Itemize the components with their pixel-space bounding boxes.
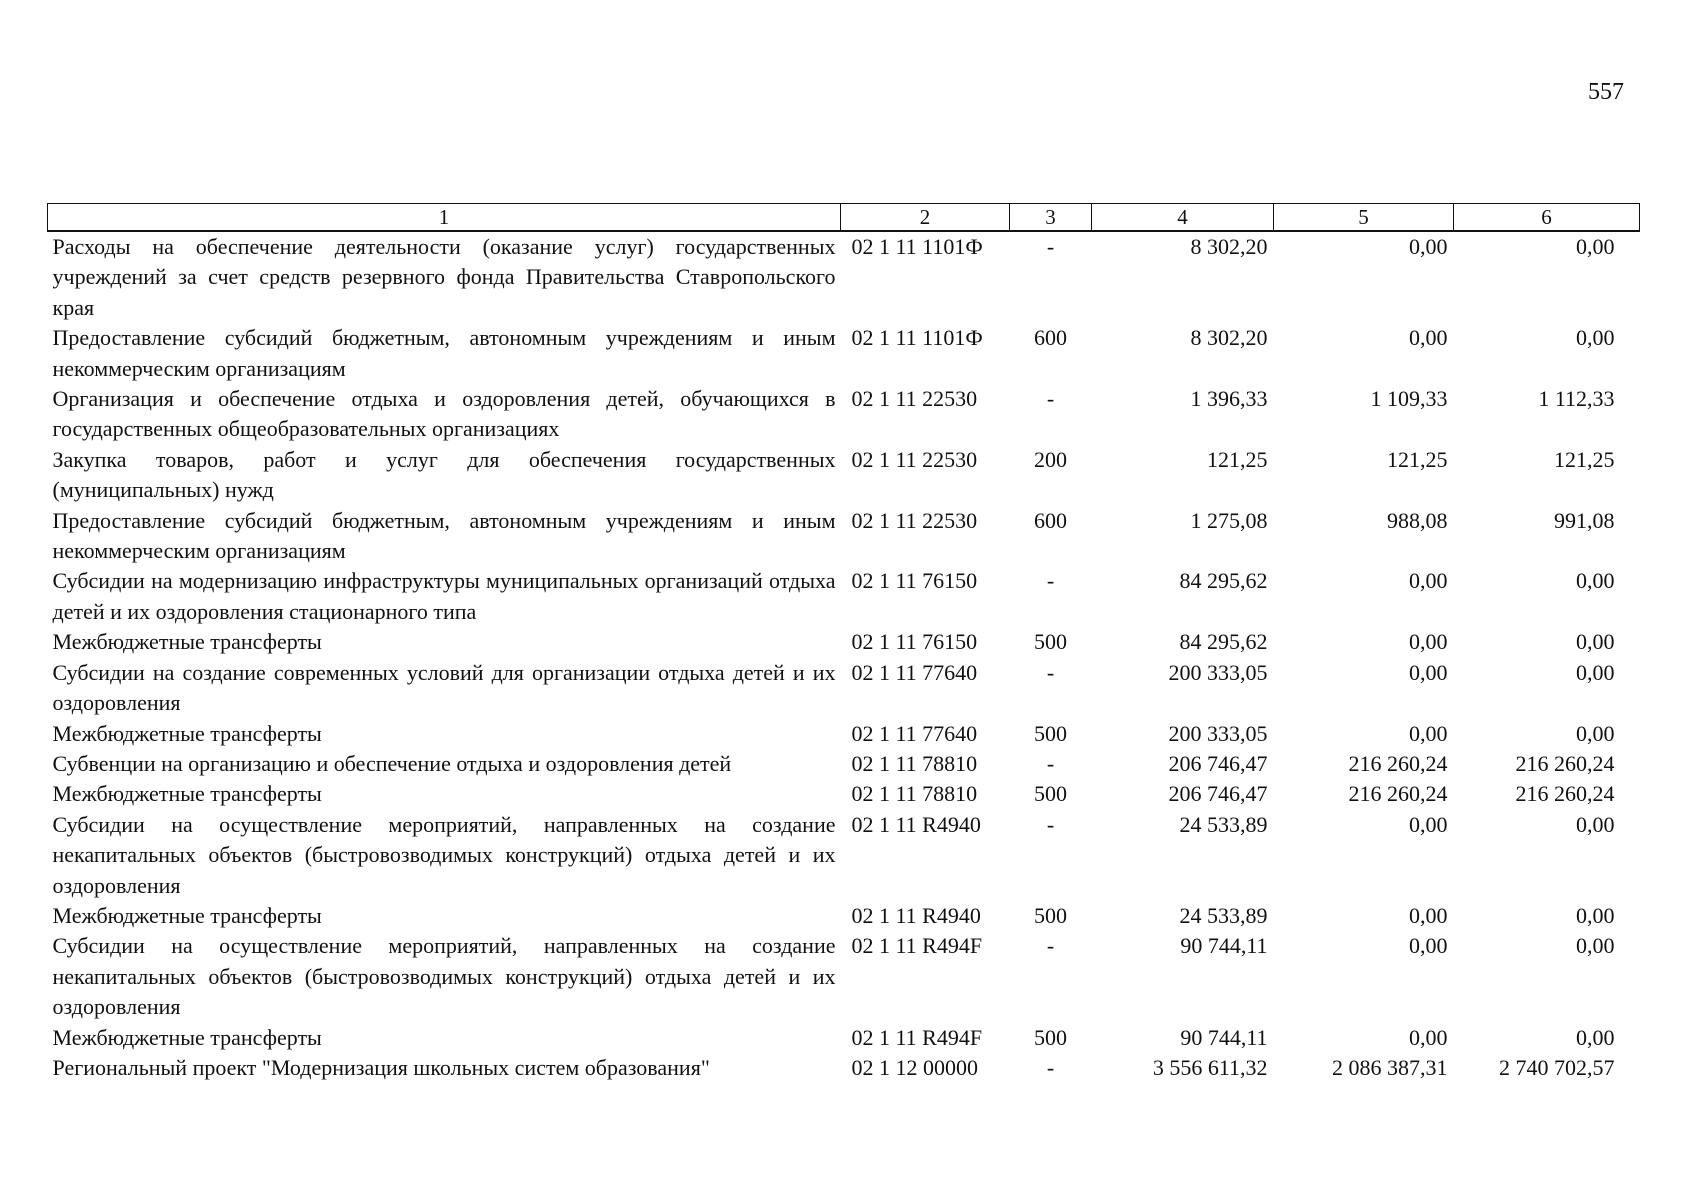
table-header xyxy=(48,204,1640,232)
amount-col-5: 2 086 387,31 xyxy=(1332,1054,1448,1080)
amount-col-6: 0,00 xyxy=(1576,659,1615,685)
amount-col-5: 0,00 xyxy=(1409,1024,1448,1050)
amount-col-5: 0,00 xyxy=(1409,659,1448,685)
expense-type-code: 500 xyxy=(1034,781,1067,807)
target-article-code: 02 1 11 22530 xyxy=(851,446,978,472)
row-description: Организация и обеспечение отдыха и оздоровления детей, обучающихся в государственных общеобразовательных организациях xyxy=(52,386,836,442)
expense-type-code: - xyxy=(1046,933,1055,959)
amount-col-4: 200 333,05 xyxy=(1168,659,1268,685)
expense-type-code: 500 xyxy=(1034,720,1067,746)
amount-col-6: 0,00 xyxy=(1576,629,1615,655)
amount-col-5: 121,25 xyxy=(1387,446,1448,472)
target-article-code: 02 1 11 R494F xyxy=(851,933,983,959)
row-description: Предоставление субсидий бюджетным, автономным учреждениям и иным некоммерческим организациям xyxy=(52,325,836,381)
table-row xyxy=(48,749,1640,779)
table-row xyxy=(48,627,1640,657)
table-row xyxy=(48,384,1640,445)
table-row xyxy=(48,931,1640,1022)
column-header: 3 xyxy=(1010,204,1092,232)
column-header: 5 xyxy=(1274,204,1454,232)
row-description: Закупка товаров, работ и услуг для обеспечения государственных (муниципальных) нужд xyxy=(52,446,836,503)
amount-col-5: 0,00 xyxy=(1409,933,1448,959)
target-article-code: 02 1 11 1101Ф xyxy=(851,325,983,351)
target-article-code: 02 1 11 1101Ф xyxy=(851,234,983,259)
table-row xyxy=(48,779,1640,809)
amount-col-4: 90 744,11 xyxy=(1180,933,1268,959)
amount-col-4: 24 533,89 xyxy=(1179,811,1268,837)
amount-col-6: 2 740 702,57 xyxy=(1499,1054,1615,1080)
header-row xyxy=(48,204,1640,232)
target-article-code: 02 1 11 R4940 xyxy=(851,902,981,928)
target-article-code: 02 1 11 78810 xyxy=(851,750,978,776)
row-description: Межбюджетные трансферты xyxy=(52,629,322,655)
amount-col-5: 0,00 xyxy=(1409,902,1448,928)
expense-type-code: 500 xyxy=(1034,629,1067,655)
amount-col-4: 206 746,47 xyxy=(1168,781,1268,807)
expense-type-code: - xyxy=(1046,1054,1055,1080)
amount-col-6: 0,00 xyxy=(1576,1024,1615,1050)
amount-col-6: 216 260,24 xyxy=(1515,750,1615,776)
amount-col-5: 988,08 xyxy=(1387,507,1448,533)
table-row xyxy=(48,506,1640,567)
table-row xyxy=(48,445,1640,506)
amount-col-4: 206 746,47 xyxy=(1168,750,1268,776)
expense-type-code: 600 xyxy=(1034,507,1067,533)
column-header: 1 xyxy=(48,204,841,232)
target-article-code: 02 1 11 R494F xyxy=(851,1024,983,1050)
amount-col-6: 0,00 xyxy=(1576,325,1615,351)
target-article-code: 02 1 11 76150 xyxy=(851,568,978,594)
amount-col-4: 90 744,11 xyxy=(1180,1024,1268,1050)
table-row xyxy=(48,231,1640,323)
table-body xyxy=(48,231,1640,1083)
amount-col-4: 84 295,62 xyxy=(1179,629,1268,655)
row-description: Субсидии на осуществление мероприятий, направленных на создание некапитальных объектов (быстровозводимых конструкций) отдыха детей и их оздоровления xyxy=(52,933,836,1020)
amount-col-4: 1 275,08 xyxy=(1190,507,1268,533)
amount-col-4: 3 556 611,32 xyxy=(1152,1054,1268,1080)
amount-col-5: 0,00 xyxy=(1409,325,1448,351)
amount-col-5: 0,00 xyxy=(1409,568,1448,594)
row-description: Межбюджетные трансферты xyxy=(52,720,322,746)
amount-col-6: 0,00 xyxy=(1576,568,1615,594)
target-article-code: 02 1 12 00000 xyxy=(851,1054,978,1080)
amount-col-6: 0,00 xyxy=(1576,811,1615,837)
table-row xyxy=(48,810,1640,901)
table-row xyxy=(48,566,1640,627)
amount-col-6: 0,00 xyxy=(1576,234,1615,259)
amount-col-4: 200 333,05 xyxy=(1168,720,1268,746)
table-row xyxy=(48,658,1640,719)
amount-col-4: 8 302,20 xyxy=(1190,234,1268,259)
table-row xyxy=(48,719,1640,749)
target-article-code: 02 1 11 22530 xyxy=(851,507,978,533)
table-row xyxy=(48,323,1640,384)
target-article-code: 02 1 11 R4940 xyxy=(851,811,981,837)
row-description: Расходы на обеспечение деятельности (оказание услуг) государственных учреждений за счет средств резервного фонда Правительства Ставропольского края xyxy=(52,234,836,320)
row-description: Предоставление субсидий бюджетным, автономным учреждениям и иным некоммерческим организациям xyxy=(52,507,836,564)
target-article-code: 02 1 11 77640 xyxy=(851,720,978,746)
expense-type-code: - xyxy=(1046,659,1055,685)
amount-col-5: 216 260,24 xyxy=(1348,750,1448,776)
row-description: Межбюджетные трансферты xyxy=(52,1024,322,1050)
expense-type-code: 200 xyxy=(1034,446,1067,472)
column-header: 4 xyxy=(1092,204,1274,232)
amount-col-6: 121,25 xyxy=(1554,446,1615,472)
column-header: 6 xyxy=(1454,204,1640,232)
amount-col-4: 1 396,33 xyxy=(1190,386,1268,412)
target-article-code: 02 1 11 22530 xyxy=(851,386,978,412)
amount-col-6: 0,00 xyxy=(1576,720,1615,746)
row-description: Субсидии на создание современных условий для организации отдыха детей и их оздоровления xyxy=(52,659,836,716)
column-header: 2 xyxy=(841,204,1010,232)
expense-type-code: 500 xyxy=(1034,1024,1067,1050)
amount-col-6: 991,08 xyxy=(1554,507,1615,533)
amount-col-4: 84 295,62 xyxy=(1179,568,1268,594)
row-description: Межбюджетные трансферты xyxy=(52,902,322,928)
amount-col-5: 216 260,24 xyxy=(1348,781,1448,807)
expense-type-code: 500 xyxy=(1034,902,1067,928)
expense-type-code: - xyxy=(1046,568,1055,594)
amount-col-5: 1 109,33 xyxy=(1370,386,1448,412)
amount-col-4: 121,25 xyxy=(1207,446,1268,472)
amount-col-5: 0,00 xyxy=(1409,720,1448,746)
expense-type-code: 600 xyxy=(1034,325,1067,351)
row-description: Субсидии на модернизацию инфраструктуры муниципальных организаций отдыха детей и их оздоровления стационарного типа xyxy=(52,568,836,624)
amount-col-5: 0,00 xyxy=(1409,234,1448,259)
table-row xyxy=(48,1023,1640,1053)
amount-col-6: 0,00 xyxy=(1576,902,1615,928)
row-description: Межбюджетные трансферты xyxy=(52,781,322,807)
page-number: 557 xyxy=(1588,79,1624,105)
target-article-code: 02 1 11 77640 xyxy=(851,659,978,685)
expense-type-code: - xyxy=(1046,386,1055,412)
row-description: Субсидии на осуществление мероприятий, направленных на создание некапитальных объектов (быстровозводимых конструкций) отдыха детей и их оздоровления xyxy=(52,811,836,898)
row-description: Субвенции на организацию и обеспечение отдыха и оздоровления детей xyxy=(52,750,732,776)
amount-col-5: 0,00 xyxy=(1409,629,1448,655)
amount-col-4: 24 533,89 xyxy=(1179,902,1268,928)
table-row xyxy=(48,901,1640,931)
row-description: Региональный проект "Модернизация школьных систем образования" xyxy=(52,1054,710,1080)
amount-col-5: 0,00 xyxy=(1409,811,1448,837)
target-article-code: 02 1 11 78810 xyxy=(851,781,978,807)
amount-col-6: 216 260,24 xyxy=(1515,781,1615,807)
target-article-code: 02 1 11 76150 xyxy=(851,629,978,655)
expense-type-code: - xyxy=(1046,234,1055,259)
amount-col-6: 0,00 xyxy=(1576,933,1615,959)
expense-type-code: - xyxy=(1046,811,1055,837)
table-row xyxy=(48,1053,1640,1083)
amount-col-4: 8 302,20 xyxy=(1190,325,1268,351)
budget-table xyxy=(47,203,1640,1083)
amount-col-6: 1 112,33 xyxy=(1538,386,1615,412)
expense-type-code: - xyxy=(1046,750,1055,776)
